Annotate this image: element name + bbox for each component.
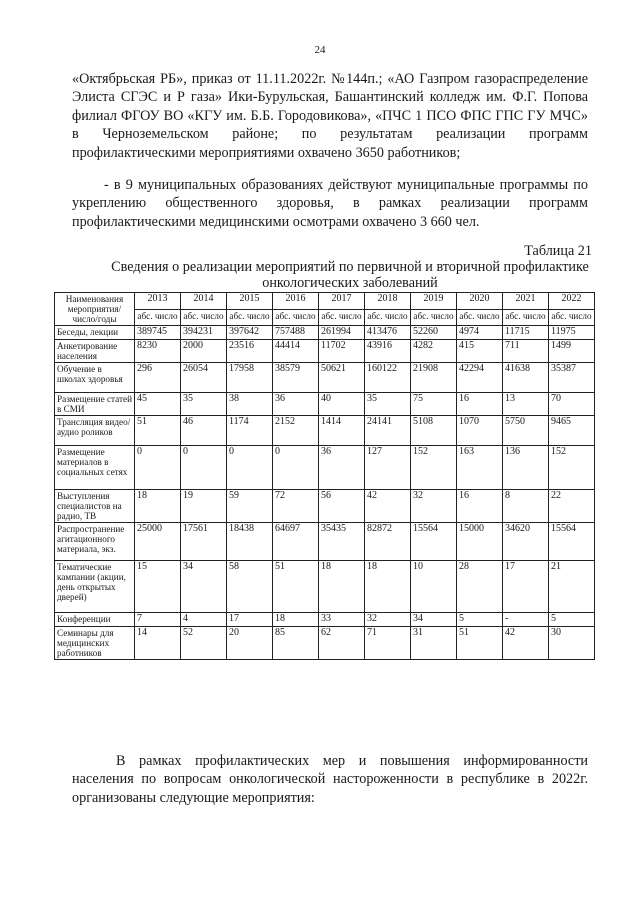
value-cell: 15: [135, 561, 181, 613]
row-name-cell: Обучение в школах здоровья: [55, 363, 135, 393]
value-cell: 58: [227, 561, 273, 613]
value-cell: 41638: [503, 363, 549, 393]
value-cell: 35435: [319, 523, 365, 561]
value-cell: 261994: [319, 326, 365, 340]
year-header: 2017: [319, 293, 365, 310]
row-name-cell: Беседы, лекции: [55, 326, 135, 340]
value-cell: 5: [457, 613, 503, 627]
value-cell: 38: [227, 393, 273, 416]
year-header: 2019: [411, 293, 457, 310]
value-cell: -: [503, 613, 549, 627]
value-cell: 0: [273, 446, 319, 490]
value-cell: 42294: [457, 363, 503, 393]
year-header: 2013: [135, 293, 181, 310]
value-cell: 70: [549, 393, 595, 416]
paragraph-employers: «Октябрьская РБ», приказ от 11.11.2022г. №144п.; «АО Газпром газораспределение Элиста СГЭС и Р газа» Ики-Бурульская, Башантинский колледж им. Ф.Г. Попова филиал ФГОУ ВО «КГУ им. Б.Б. Городовикова», «ПЧС 1 ПСО ФПС ГПС ГУ МЧС» в Черноземельском районе; по результатам реализации программ профилактическими мероприятиями охвачено 3650 работников;: [72, 71, 588, 161]
table-row: [55, 626, 595, 659]
value-cell: 25000: [135, 523, 181, 561]
value-cell: 52: [181, 626, 227, 659]
value-cell: 34: [181, 561, 227, 613]
row-name-cell: Размещение статей в СМИ: [55, 393, 135, 416]
value-cell: 8: [503, 490, 549, 523]
value-cell: 45: [135, 393, 181, 416]
value-cell: 415: [457, 340, 503, 363]
value-cell: 5: [549, 613, 595, 627]
year-header-row: [55, 293, 595, 310]
value-cell: 64697: [273, 523, 319, 561]
value-cell: 2152: [273, 416, 319, 446]
value-cell: 9465: [549, 416, 595, 446]
year-header: 2016: [273, 293, 319, 310]
value-cell: 4: [181, 613, 227, 627]
value-cell: 10: [411, 561, 457, 613]
value-cell: 19: [181, 490, 227, 523]
value-cell: 16: [457, 490, 503, 523]
value-cell: 8230: [135, 340, 181, 363]
paragraph-measures: В рамках профилактических мер и повышения информированности населения по вопросам онкологической настороженности в республике в 2022г. организованы следующие мероприятия:: [72, 753, 588, 806]
value-cell: 397642: [227, 326, 273, 340]
table-title: Сведения о реализации мероприятий по первичной и вторичной профилактике онкологических заболеваний: [111, 259, 589, 291]
value-cell: 36: [319, 446, 365, 490]
value-cell: 0: [135, 446, 181, 490]
value-cell: 18: [135, 490, 181, 523]
value-cell: 82872: [365, 523, 411, 561]
value-cell: 51: [457, 626, 503, 659]
value-cell: 17: [503, 561, 549, 613]
value-cell: 24141: [365, 416, 411, 446]
table-row: [55, 393, 595, 416]
value-cell: 4282: [411, 340, 457, 363]
table-row: [55, 613, 595, 627]
value-cell: 59: [227, 490, 273, 523]
row-name-cell: Семинары для медицинских работников: [55, 626, 135, 659]
table-row: [55, 446, 595, 490]
value-cell: 26054: [181, 363, 227, 393]
name-header-cell: Наименования мероприятия/ число/годы: [55, 293, 135, 326]
year-header: 2020: [457, 293, 503, 310]
year-header: 2022: [549, 293, 595, 310]
value-cell: 38579: [273, 363, 319, 393]
table-label: Таблица 21: [524, 243, 592, 259]
value-cell: 42: [503, 626, 549, 659]
prevention-table: [54, 292, 595, 660]
value-cell: 32: [411, 490, 457, 523]
page-number: 24: [314, 44, 326, 56]
value-cell: 31: [411, 626, 457, 659]
row-name-cell: Анкетирование населения: [55, 340, 135, 363]
value-cell: 36: [273, 393, 319, 416]
value-cell: 757488: [273, 326, 319, 340]
value-cell: 18: [365, 561, 411, 613]
value-cell: 44414: [273, 340, 319, 363]
table-row: [55, 490, 595, 523]
unit-header: абс. число: [457, 309, 503, 325]
value-cell: 85: [273, 626, 319, 659]
value-cell: 75: [411, 393, 457, 416]
table-row: [55, 363, 595, 393]
value-cell: 17958: [227, 363, 273, 393]
unit-header: абс. число: [135, 309, 181, 325]
value-cell: 15564: [411, 523, 457, 561]
row-name-cell: Трансляция видео/аудио роликов: [55, 416, 135, 446]
value-cell: 34620: [503, 523, 549, 561]
value-cell: 127: [365, 446, 411, 490]
value-cell: 18: [319, 561, 365, 613]
value-cell: 40: [319, 393, 365, 416]
value-cell: 136: [503, 446, 549, 490]
value-cell: 51: [135, 416, 181, 446]
value-cell: 18: [273, 613, 319, 627]
value-cell: 35: [181, 393, 227, 416]
unit-header: абс. число: [273, 309, 319, 325]
value-cell: 52260: [411, 326, 457, 340]
value-cell: 46: [181, 416, 227, 446]
unit-header-row: [55, 309, 595, 325]
value-cell: 51: [273, 561, 319, 613]
value-cell: 34: [411, 613, 457, 627]
value-cell: 1414: [319, 416, 365, 446]
value-cell: 160122: [365, 363, 411, 393]
unit-header: абс. число: [549, 309, 595, 325]
unit-header: абс. число: [365, 309, 411, 325]
value-cell: 35387: [549, 363, 595, 393]
value-cell: 7: [135, 613, 181, 627]
value-cell: 4974: [457, 326, 503, 340]
value-cell: 394231: [181, 326, 227, 340]
value-cell: 5108: [411, 416, 457, 446]
value-cell: 33: [319, 613, 365, 627]
value-cell: 21: [549, 561, 595, 613]
value-cell: 1174: [227, 416, 273, 446]
value-cell: 28: [457, 561, 503, 613]
unit-header: абс. число: [227, 309, 273, 325]
unit-header: абс. число: [181, 309, 227, 325]
year-header: 2014: [181, 293, 227, 310]
row-name-cell: Конференции: [55, 613, 135, 627]
table-row: [55, 340, 595, 363]
table-body: [55, 326, 595, 660]
row-name-cell: Размещение материалов в социальных сетях: [55, 446, 135, 490]
value-cell: 15000: [457, 523, 503, 561]
value-cell: 18438: [227, 523, 273, 561]
value-cell: 2000: [181, 340, 227, 363]
year-header: 2018: [365, 293, 411, 310]
value-cell: 23516: [227, 340, 273, 363]
value-cell: 22: [549, 490, 595, 523]
value-cell: 5750: [503, 416, 549, 446]
value-cell: 71: [365, 626, 411, 659]
paragraph-municipal-programs: - в 9 муниципальных образованиях действуют муниципальные программы по укреплению общественного здоровья, в рамках реализации программ профилактическими медицинскими осмотрами охвачено 3 660 чел.: [72, 177, 588, 230]
table-row: [55, 523, 595, 561]
value-cell: 296: [135, 363, 181, 393]
row-name-cell: Тематические кампании (акции, день открытых дверей): [55, 561, 135, 613]
year-header: 2015: [227, 293, 273, 310]
value-cell: 21908: [411, 363, 457, 393]
value-cell: 42: [365, 490, 411, 523]
value-cell: 163: [457, 446, 503, 490]
unit-header: абс. число: [319, 309, 365, 325]
value-cell: 11715: [503, 326, 549, 340]
value-cell: 62: [319, 626, 365, 659]
value-cell: 0: [227, 446, 273, 490]
value-cell: 152: [549, 446, 595, 490]
value-cell: 11975: [549, 326, 595, 340]
table-row: [55, 416, 595, 446]
row-name-cell: Выступления специалистов на радио, ТВ: [55, 490, 135, 523]
value-cell: 152: [411, 446, 457, 490]
value-cell: 1499: [549, 340, 595, 363]
value-cell: 43916: [365, 340, 411, 363]
unit-header: абс. число: [411, 309, 457, 325]
value-cell: 13: [503, 393, 549, 416]
value-cell: 413476: [365, 326, 411, 340]
value-cell: 56: [319, 490, 365, 523]
value-cell: 11702: [319, 340, 365, 363]
value-cell: 35: [365, 393, 411, 416]
value-cell: 16: [457, 393, 503, 416]
row-name-cell: Распространение агитационного материала, экз.: [55, 523, 135, 561]
value-cell: 711: [503, 340, 549, 363]
year-header: 2021: [503, 293, 549, 310]
value-cell: 15564: [549, 523, 595, 561]
value-cell: 32: [365, 613, 411, 627]
unit-header: абс. число: [503, 309, 549, 325]
value-cell: 0: [181, 446, 227, 490]
value-cell: 17561: [181, 523, 227, 561]
table-row: [55, 561, 595, 613]
value-cell: 17: [227, 613, 273, 627]
value-cell: 50621: [319, 363, 365, 393]
value-cell: 20: [227, 626, 273, 659]
value-cell: 1070: [457, 416, 503, 446]
value-cell: 72: [273, 490, 319, 523]
value-cell: 14: [135, 626, 181, 659]
value-cell: 30: [549, 626, 595, 659]
value-cell: 389745: [135, 326, 181, 340]
table-row: [55, 326, 595, 340]
